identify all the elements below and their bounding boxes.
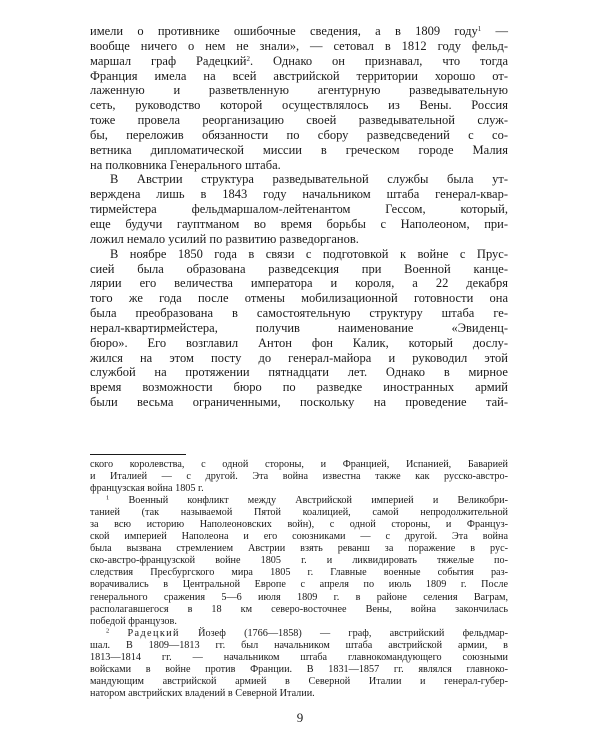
text-line: службой на протяжении пятнадцати лет. Однако в мирное bbox=[90, 365, 508, 380]
footnote-line: располагавшегося в 18 км северо-восточнее Вены, война закончилась bbox=[90, 603, 508, 615]
text-line: тирмейстера фельдмаршалом-лейтенантом Гессом, который, bbox=[90, 202, 508, 217]
text-line: время возможности бюро по разведке иностранных армий bbox=[90, 380, 508, 395]
text-line: вообще ничего о нем не знали», — сетовал в 1812 году фельд- bbox=[90, 38, 508, 53]
text-line: ветника дипломатической миссии в греческом городе Малия bbox=[90, 142, 508, 157]
footnote-line: шал. В 1809—1813 гг. был начальником штаба австрийской армии, в bbox=[90, 639, 508, 651]
footnote-line: ского королевства, с одной стороны, и Францией, Испанией, Баварией bbox=[90, 459, 508, 470]
text-line: бы, переложив обязанности по сбору разведсведений с со- bbox=[90, 127, 508, 142]
text-line: жился на этом посту до генерал-майора и руководил этой bbox=[90, 350, 508, 365]
text-line: бюро». Его возглавил Антон фон Калик, который дослу- bbox=[90, 335, 508, 350]
footnote-mark: 1 bbox=[106, 494, 110, 502]
text-line: нерал-квартирмейстера, получив наименование «Эвиденц- bbox=[90, 320, 508, 335]
text-line: В Австрии структура разведывательной службы была ут- bbox=[110, 172, 508, 187]
footnote-1: $^1$ Военный конфликт между Австрийской империей и Великобри- bbox=[106, 494, 508, 507]
footnote-line: ворачивались в Центральной Европе с апреля по июль 1809 г. После bbox=[90, 579, 508, 591]
text-line: сией была образована разведсекция при Военной канце- bbox=[90, 261, 508, 276]
text-line: имели о противнике ошибочные сведения, а в 1809 году$^1$ — bbox=[90, 24, 509, 38]
text-line: была преобразована в самостоятельную структуру штаба ге- bbox=[90, 306, 508, 321]
page-number: 9 bbox=[296, 710, 304, 725]
footnote-line: мандующим австрийской армией в Северной Италии и генерал-губер- bbox=[90, 675, 508, 687]
text-line: были весьма ограниченными, поскольку на проведение тай- bbox=[90, 395, 508, 410]
footnote-line: за всю историю Наполеоновских войн), с одной стороны, и Француз- bbox=[90, 519, 508, 531]
text-line: того же года после отмены мобилизационной готовности она bbox=[90, 291, 508, 306]
text-line: тоже провела реорганизацию своей разведывательной служ- bbox=[90, 113, 508, 128]
text-line: В ноябре 1850 года в связи с подготовкой к войне с Прус- bbox=[110, 246, 508, 261]
text-line: на полковника Генерального штаба. bbox=[90, 157, 281, 172]
text-line: лаженную и разветвленную агентурную разведывательную bbox=[90, 83, 508, 98]
footnote-line: следствия Пресбургского мира 1805 г. Главные военные события раз- bbox=[90, 567, 508, 579]
footnote-divider bbox=[90, 454, 186, 455]
footnote-line: победой французов. bbox=[90, 615, 177, 627]
footnote-ref-2: 2 bbox=[246, 54, 250, 63]
text-line: еще будучи гауптманом во время борьбы с Наполеоном, при- bbox=[90, 216, 508, 231]
footnote-ref-1: 1 bbox=[477, 25, 482, 33]
footnote-2: $^2$ Радецкий Йозеф (1766—1858) — граф, австрийский фельдмар- bbox=[106, 627, 508, 639]
text-line: верждена лишь в 1843 году начальником штаба генерал-квар- bbox=[90, 187, 508, 202]
footnote-line: была вызвана стремлением Австрии взять реванш за поражение в рус- bbox=[90, 543, 508, 555]
footnote-line: натором австрийских владений в Северной Италии. bbox=[90, 687, 315, 699]
footnote-line: войсками в войне против Франции. В 1831—1857 гг. являлся главноко- bbox=[90, 663, 508, 675]
footnotes bbox=[90, 459, 508, 700]
footnote-line: и Италией — с другой. Эта война известна также как русско-австро- bbox=[90, 471, 508, 483]
footnote-line: ско-австро-французской войне 1805 г. и ликвидировать тяжелые по- bbox=[90, 555, 508, 567]
main-text bbox=[90, 24, 508, 410]
text-line: Франция имела на всей австрийской территории хорошо от- bbox=[90, 68, 508, 83]
footnote-line: 1813—1814 гг. — начальником штаба главнокомандующего союзными bbox=[90, 651, 508, 663]
text-line: ложил немало усилий по развитию разведорганов. bbox=[90, 231, 359, 246]
spaced-name: Радецкий bbox=[127, 627, 180, 639]
footnote-line: танией (так называемой Пятой коалицией, самой непродолжительной bbox=[90, 507, 508, 519]
text-line: маршал граф Радецкий$^2$. Однако он признавал, что тогда bbox=[90, 53, 509, 68]
footnote-line: генерального сражения 5—6 июля 1809 г. в районе селения Ваграм, bbox=[90, 591, 508, 603]
footnote-mark: 2 bbox=[106, 627, 110, 635]
footnote-line: французская война 1805 г. bbox=[90, 483, 204, 495]
text-line: лярии его величества императора и короля, а 22 декабря bbox=[90, 276, 508, 291]
footnote-line: ской империей Наполеона и его союзниками — с другой. Эта война bbox=[90, 531, 508, 543]
text-line: сеть, руководство которой осуществлялось из Вены. Россия bbox=[90, 98, 508, 113]
